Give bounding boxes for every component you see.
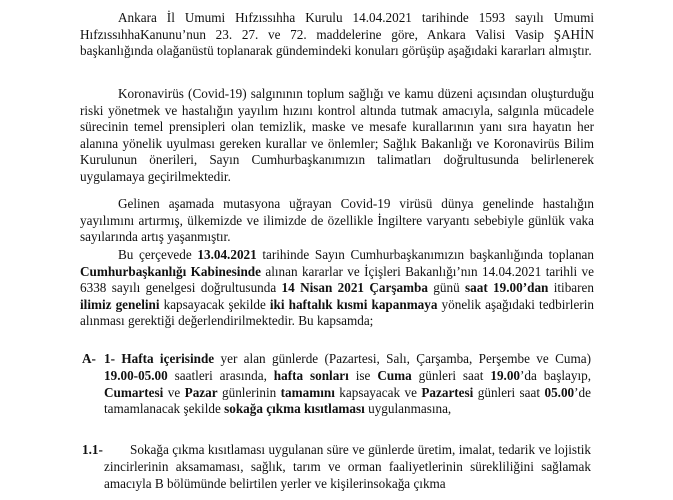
list-marker-1-1: 1.1- [82,442,103,457]
text-run: ve [163,384,185,400]
paragraph-covid-measures [80,86,594,186]
bold-run: 19.00-05.00 [104,367,168,383]
text-run: itibaren [548,280,595,296]
text-run: yönelik aşağıdaki tedbirlerin alınması gerektiği değerlendirilmektedir. Bu kapsamda; [80,296,594,329]
bold-run: 14 Nisan 2021 Çarşamba [281,280,428,296]
text-run: yer alan günlerde (Pazartesi, Salı, Çarşamba, Perşembe ve Cuma) [214,351,591,366]
bold-run: Pazar [184,384,218,400]
text-run: kapsayacak şekilde [159,296,270,312]
bold-run: Pazartesi [421,384,474,400]
bold-run: Cumhurbaşkanlığı Kabinesinde [80,263,261,279]
text-run: alınan kararlar ve İçişleri Bakanlığı’nın 14.04.2021 tarihli ve 6338 sayılı genelgesi doğrultusunda [80,263,594,296]
paragraph-mutation [80,196,594,246]
text-run: uygulanmasına, [364,401,452,417]
list-item-a-curfew [104,351,591,418]
text-run: ’da başlayıp, [520,367,592,383]
text-run: günleri saat [473,384,545,400]
bold-run: 13.04.2021 [197,247,257,262]
text-run: Sokağa çıkma kısıtlaması uygulanan süre ve günlerde üretim, imalat, tedarik ve lojistik zincirlerinin aksamaması, sağlık, tarım ve orman faaliyetlerinin sürekliliğini sağlamak amacıyla B bölümünde belirtilen yerler ve kişilerinsokağa çıkma [104,442,591,491]
bold-run: saat 19.00’dan [465,280,549,296]
bold-run: ilimiz genelini [80,296,160,312]
list-marker-a: A- [82,351,96,366]
paragraph-intro [80,10,594,60]
paragraph-covid-measures-text: Koronavirüs (Covid-19) salgınının toplum sağlığı ve kamu düzeni açısından oluşturduğu riski yönetmek ve hastalığın yayılım hızını kontrol altında tutmak amacıyla, salgınla mücadele sürecinin temel prensipleri olan temizlik, maske ve mesafe kurallarının yanı sıra hayatın her alanına yönelik uyulması gereken kurallar ve önlemler; Sağlık Bakanlığı ve Koronavirüs Bilim Kurulunun önerileri, Sayın Cumhurbaşkanımızın talimatları doğrultusunda belirlenerek uygulamaya geçirilmektedir. [80,86,594,184]
paragraph-mutation-text: Gelinen aşamada mutasyona uğrayan Covid-19 virüsü dünya genelinde hastalığın yayılımını artırmış, ülkemizde ve ilimizde de özellikle İngiltere varyantı sebebiyle günlük vaka sayılarında artış yaşanmıştır. [80,196,594,245]
text-run: ’de tamamlanacak şekilde [104,384,591,417]
text-run: tarihinde Sayın Cumhurbaşkanımızın başkanlığında toplanan [256,247,595,262]
text-run: kapsayacak ve [334,384,422,400]
bold-run: 19.00 [490,367,521,383]
bold-run: Cumartesi [104,384,164,400]
paragraph-intro-text: Ankara İl Umumi Hıfzıssıhha Kurulu 14.04.2021 tarihinde 1593 sayılı Umumi HıfzıssıhhaKanunu’nun 23. 27. ve 72. maddelerine göre, Ankara Valisi Vasip ŞAHİN başkanlığında olağanüstü toplanarak gündemindeki konuları görüşüp aşağıdaki kararları almıştır. [80,10,594,59]
text-run: günü [427,280,466,296]
bold-run: hafta sonları [273,367,349,383]
list-item-1-1-exemptions [104,442,591,492]
text-run: ise [348,367,378,383]
bold-run: 05.00 [544,384,575,400]
bold-run: tamamını [280,384,335,400]
bold-run: Cuma [377,367,412,383]
text-run: Bu çerçevede [118,247,198,262]
bold-run: 1- Hafta içerisinde [104,351,215,366]
text-run: saatleri arasında, [167,367,274,383]
bold-run: sokağa çıkma kısıtlaması [224,401,365,417]
paragraph-cabinet-decision [80,247,594,330]
text-run: günleri saat [411,367,491,383]
text-run: günlerinin [217,384,281,400]
bold-run: iki haftalık kısmi kapanmaya [269,296,438,312]
